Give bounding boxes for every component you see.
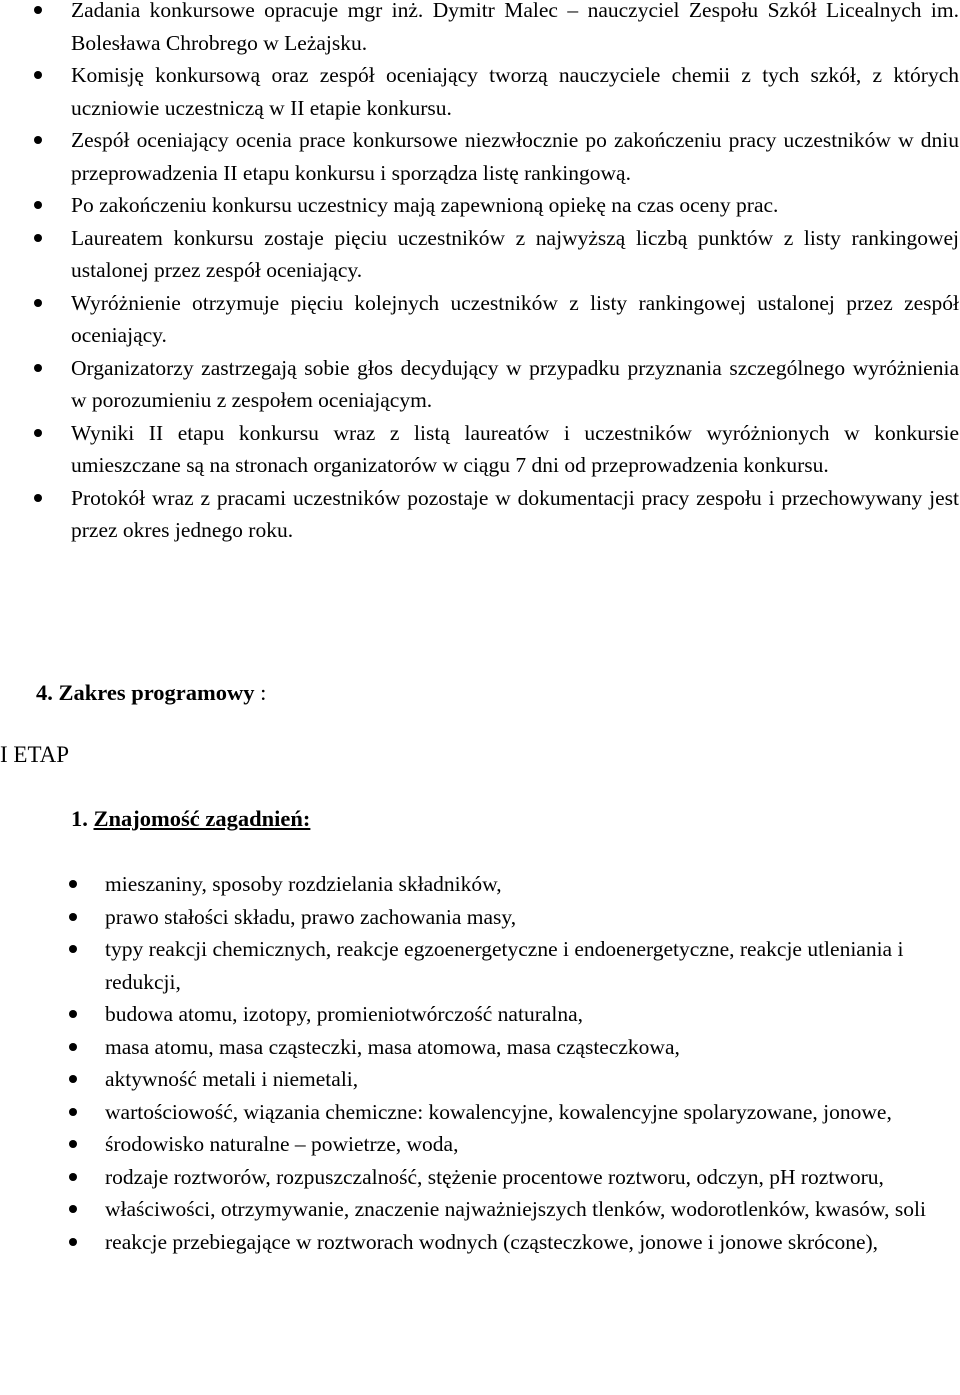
rule-text: Organizatorzy zastrzegają sobie głos decydujący w przypadku przyznania szczególnego wyróżnienia w porozumieniu z zespołem oceniającym. bbox=[71, 355, 959, 412]
topic-text: rodzaje roztworów, rozpuszczalność, stężenie procentowe roztworu, odczyn, pH roztworu, bbox=[105, 1164, 884, 1189]
list-item bbox=[105, 1193, 935, 1226]
bullet-icon bbox=[34, 299, 42, 307]
stage-heading: I ETAP bbox=[0, 742, 70, 767]
topic-text: środowisko naturalne – powietrze, woda, bbox=[105, 1132, 459, 1156]
list-item bbox=[71, 417, 959, 482]
bullet-icon bbox=[69, 1205, 77, 1213]
rule-text: Zespół oceniający ocenia prace konkursowe niezwłocznie po zakończeniu pracy uczestników w dniu przeprowadzenia II etapu konkursu i sporządza listę rankingową. bbox=[71, 128, 959, 185]
bullet-icon bbox=[69, 1140, 77, 1148]
subsection-title: Znajomość zagadnień: bbox=[93, 806, 311, 831]
subsection-number: 1. bbox=[71, 806, 88, 831]
list-item bbox=[105, 1063, 935, 1096]
topic-text: prawo stałości składu, prawo zachowania masy, bbox=[105, 904, 517, 929]
list-item bbox=[71, 222, 959, 287]
rule-text: Laureatem konkursu zostaje pięciu uczestników z najwyższą liczbą punktów z listy rankingowej ustalonej przez zespół oceniający. bbox=[71, 225, 959, 282]
list-item bbox=[71, 352, 959, 417]
bullet-icon bbox=[34, 429, 42, 437]
bullet-icon bbox=[34, 364, 42, 372]
section-colon: : bbox=[254, 680, 267, 705]
bullet-icon bbox=[34, 6, 42, 14]
bullet-icon bbox=[69, 945, 77, 953]
list-item bbox=[105, 1226, 935, 1259]
list-item bbox=[105, 868, 935, 901]
bullet-icon bbox=[69, 913, 77, 921]
bullet-icon bbox=[34, 201, 42, 209]
topic-text: mieszaniny, sposoby rozdzielania składników, bbox=[105, 872, 502, 896]
topic-text: typy reakcji chemicznych, reakcje egzoenergetyczne i endoenergetyczne, reakcje utleniania i redukcji, bbox=[105, 937, 904, 994]
section-heading bbox=[36, 676, 266, 710]
bullet-icon bbox=[69, 1238, 77, 1246]
rule-text: Wyniki II etapu konkursu wraz z listą laureatów i uczestników wyróżnionych w konkursie umieszczane są na stronach organizatorów w ciągu 7 dni od przeprowadzenia konkursu. bbox=[71, 420, 959, 477]
bullet-icon bbox=[69, 1043, 77, 1051]
list-item bbox=[105, 1161, 935, 1194]
bullet-icon bbox=[69, 1108, 77, 1116]
list-item bbox=[71, 124, 959, 189]
bullet-icon bbox=[34, 234, 42, 242]
list-item bbox=[105, 1128, 935, 1161]
list-item bbox=[71, 482, 959, 547]
topic-text: masa atomu, masa cząsteczki, masa atomowa, masa cząsteczkowa, bbox=[105, 1034, 680, 1059]
bullet-icon bbox=[34, 494, 42, 502]
list-item bbox=[71, 287, 959, 352]
section-title: Zakres programowy bbox=[58, 680, 255, 705]
rule-text: Wyróżnienie otrzymuje pięciu kolejnych uczestników z listy rankingowej ustalonej przez zespół oceniający. bbox=[71, 290, 959, 347]
topic-text: wartościowość, wiązania chemiczne: kowalencyjne, kowalencyjne spolaryzowane, jonowe, bbox=[105, 1099, 892, 1124]
rule-text: Po zakończeniu konkursu uczestnicy mają zapewnioną opiekę na czas oceny prac. bbox=[71, 193, 779, 217]
list-item bbox=[71, 189, 959, 222]
bullet-icon bbox=[34, 136, 42, 144]
topic-text: reakcje przebiegające w roztworach wodnych (cząsteczkowe, jonowe i jonowe skrócone), bbox=[105, 1229, 879, 1254]
list-item bbox=[105, 998, 935, 1031]
subsection-heading bbox=[71, 802, 310, 836]
topic-text: właściwości, otrzymywanie, znaczenie najważniejszych tlenków, wodorotlenków, kwasów, soli bbox=[105, 1197, 926, 1221]
topic-text: budowa atomu, izotopy, promieniotwórczość naturalna, bbox=[105, 1002, 584, 1026]
list-item bbox=[71, 0, 959, 59]
list-item bbox=[105, 1096, 935, 1129]
topic-text: aktywność metali i niemetali, bbox=[105, 1067, 359, 1091]
list-item bbox=[105, 933, 935, 998]
topics-list bbox=[105, 868, 935, 1258]
bullet-icon bbox=[69, 1010, 77, 1018]
list-item bbox=[105, 1031, 935, 1064]
rule-text: Protokół wraz z pracami uczestników pozostaje w dokumentacji pracy zespołu i przechowywany jest przez okres jednego roku. bbox=[71, 485, 959, 542]
list-item bbox=[71, 59, 959, 124]
bullet-icon bbox=[69, 1075, 77, 1083]
bullet-icon bbox=[69, 880, 77, 888]
bullet-icon bbox=[69, 1173, 77, 1181]
bullet-icon bbox=[34, 71, 42, 79]
rules-list bbox=[71, 0, 959, 547]
rule-text: Komisję konkursową oraz zespół oceniający tworzą nauczyciele chemii z tych szkół, z których uczniowie uczestniczą w II etapie konkursu. bbox=[71, 63, 959, 120]
rule-text: Zadania konkursowe opracuje mgr inż. Dymitr Malec – nauczyciel Zespołu Szkół Licealnych im. Bolesława Chrobrego w Leżajsku. bbox=[71, 0, 959, 55]
list-item bbox=[105, 901, 935, 934]
section-number: 4. bbox=[36, 680, 53, 705]
